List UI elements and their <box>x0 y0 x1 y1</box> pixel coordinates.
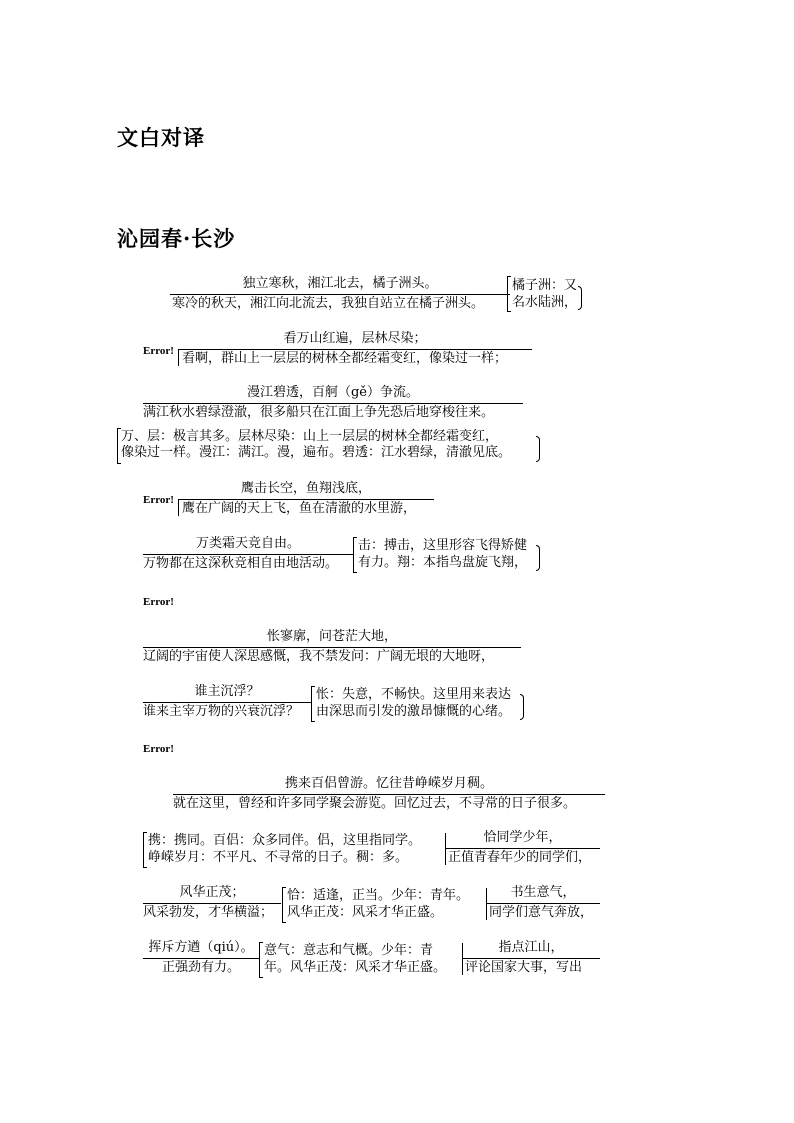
original-line-3: 漫江碧透，百舸（gě）争流。 <box>246 385 419 400</box>
note-bracket-left <box>353 537 357 573</box>
note-bracket-left <box>282 887 286 923</box>
original-line-9: 恰同学少年， <box>483 830 562 845</box>
error-label: Error! <box>143 345 174 357</box>
translation-line-11b: 评论国家大事，写出 <box>465 960 583 975</box>
note-11b: 年。风华正茂：风采才华正盛。 <box>264 960 447 975</box>
translation-line-8: 就在这里，曾经和许多同学聚会游览。回忆过去，不寻常的日子很多。 <box>173 796 577 811</box>
note-11a: 意气：意志和气概。少年：青 <box>264 943 434 958</box>
note-10a: 恰：适逢，正当。少年：青年。 <box>287 888 470 903</box>
note-bracket-right <box>536 436 540 462</box>
divider-bar <box>178 349 179 366</box>
original-line-5: 万类霜天竞自由。 <box>195 536 300 551</box>
note-10b: 风华正茂：风采才华正盛。 <box>287 905 444 920</box>
original-line-11b: 指点江山， <box>498 940 564 955</box>
divider-bar <box>445 833 446 865</box>
note-bracket-left <box>143 832 147 868</box>
translation-line-9: 正值青春年少的同学们， <box>448 850 592 865</box>
page-title: 文白对译 <box>117 125 205 150</box>
original-line-7: 谁主沉浮？ <box>194 684 260 699</box>
original-line-10: 风华正茂； <box>179 885 245 900</box>
error-label: Error! <box>143 494 174 506</box>
divider-bar <box>486 888 487 920</box>
error-label: Error! <box>143 596 174 608</box>
translation-line-1: 寒冷的秋天，湘江向北流去，我独自站立在橘子洲头。 <box>172 296 485 311</box>
translation-line-10: 风采勃发，才华横溢； <box>143 905 274 920</box>
original-line-11: 挥斥方遒（qiú）。 <box>148 940 254 955</box>
note-3b: 像染过一样。漫江：满江。漫，遍布。碧透：江水碧绿，清澈见底。 <box>121 445 512 460</box>
original-line-8: 携来百侣曾游。忆往昔峥嵘岁月稠。 <box>284 776 493 791</box>
translation-line-5: 万物都在这深秋竞相自由地活动。 <box>143 556 339 571</box>
divider-bar <box>178 499 179 516</box>
translation-line-11: 正强劲有力。 <box>161 960 240 975</box>
note-7a: 怅：失意，不畅快。这里用来表达 <box>316 687 512 702</box>
note-9a: 携：携同。百侣：众多同伴。侣，这里指同学。 <box>148 833 422 848</box>
original-line-1: 独立寒秋，湘江北去，橘子洲头。 <box>242 276 438 291</box>
translation-line-6: 辽阔的宇宙使人深思感慨，我不禁发问：广阔无垠的大地呀， <box>143 649 495 664</box>
translation-line-4: 鹰在广阔的天上飞，鱼在清澈的水里游， <box>182 501 417 516</box>
note-7b: 由深思而引发的激昂慷慨的心绪。 <box>316 704 512 719</box>
note-bracket-right <box>520 694 524 720</box>
original-line-2: 看万山红遍，层林尽染； <box>283 331 427 346</box>
translation-line-10b: 同学们意气奔放， <box>489 905 594 920</box>
original-line-4: 鹰击长空，鱼翔浅底， <box>240 481 371 496</box>
note-1b: 名水陆洲， <box>512 295 578 310</box>
note-1a: 橘子洲：又 <box>512 278 578 293</box>
note-5a: 击：搏击，这里形容飞得矫健 <box>358 538 528 553</box>
note-bracket-left <box>507 276 511 312</box>
note-9b: 峥嵘岁月：不平凡、不寻常的日子。稠：多。 <box>148 850 409 865</box>
note-bracket-right <box>536 545 540 571</box>
note-bracket-right <box>578 286 582 310</box>
translation-line-7: 谁来主宰万物的兴衰沉浮？ <box>143 704 300 719</box>
divider-bar <box>462 943 463 975</box>
translation-line-3: 满江秋水碧绿澄澈，很多船只在江面上争先恐后地穿梭往来。 <box>143 405 495 420</box>
translation-line-2: 看啊，群山上一层层的树林全都经霜变红，像染过一样； <box>182 351 508 366</box>
note-5b: 有力。翔：本指鸟盘旋飞翔， <box>358 555 528 570</box>
error-label: Error! <box>143 743 174 755</box>
original-line-10b: 书生意气， <box>510 885 576 900</box>
note-bracket-left <box>259 942 263 978</box>
note-3a: 万、层：极言其多。层林尽染：山上一层层的树林全都经霜变红， <box>121 429 499 444</box>
note-bracket-left <box>311 686 315 722</box>
poem-title: 沁园春·长沙 <box>117 226 236 251</box>
original-line-6: 怅寥廓，问苍茫大地， <box>266 629 397 644</box>
